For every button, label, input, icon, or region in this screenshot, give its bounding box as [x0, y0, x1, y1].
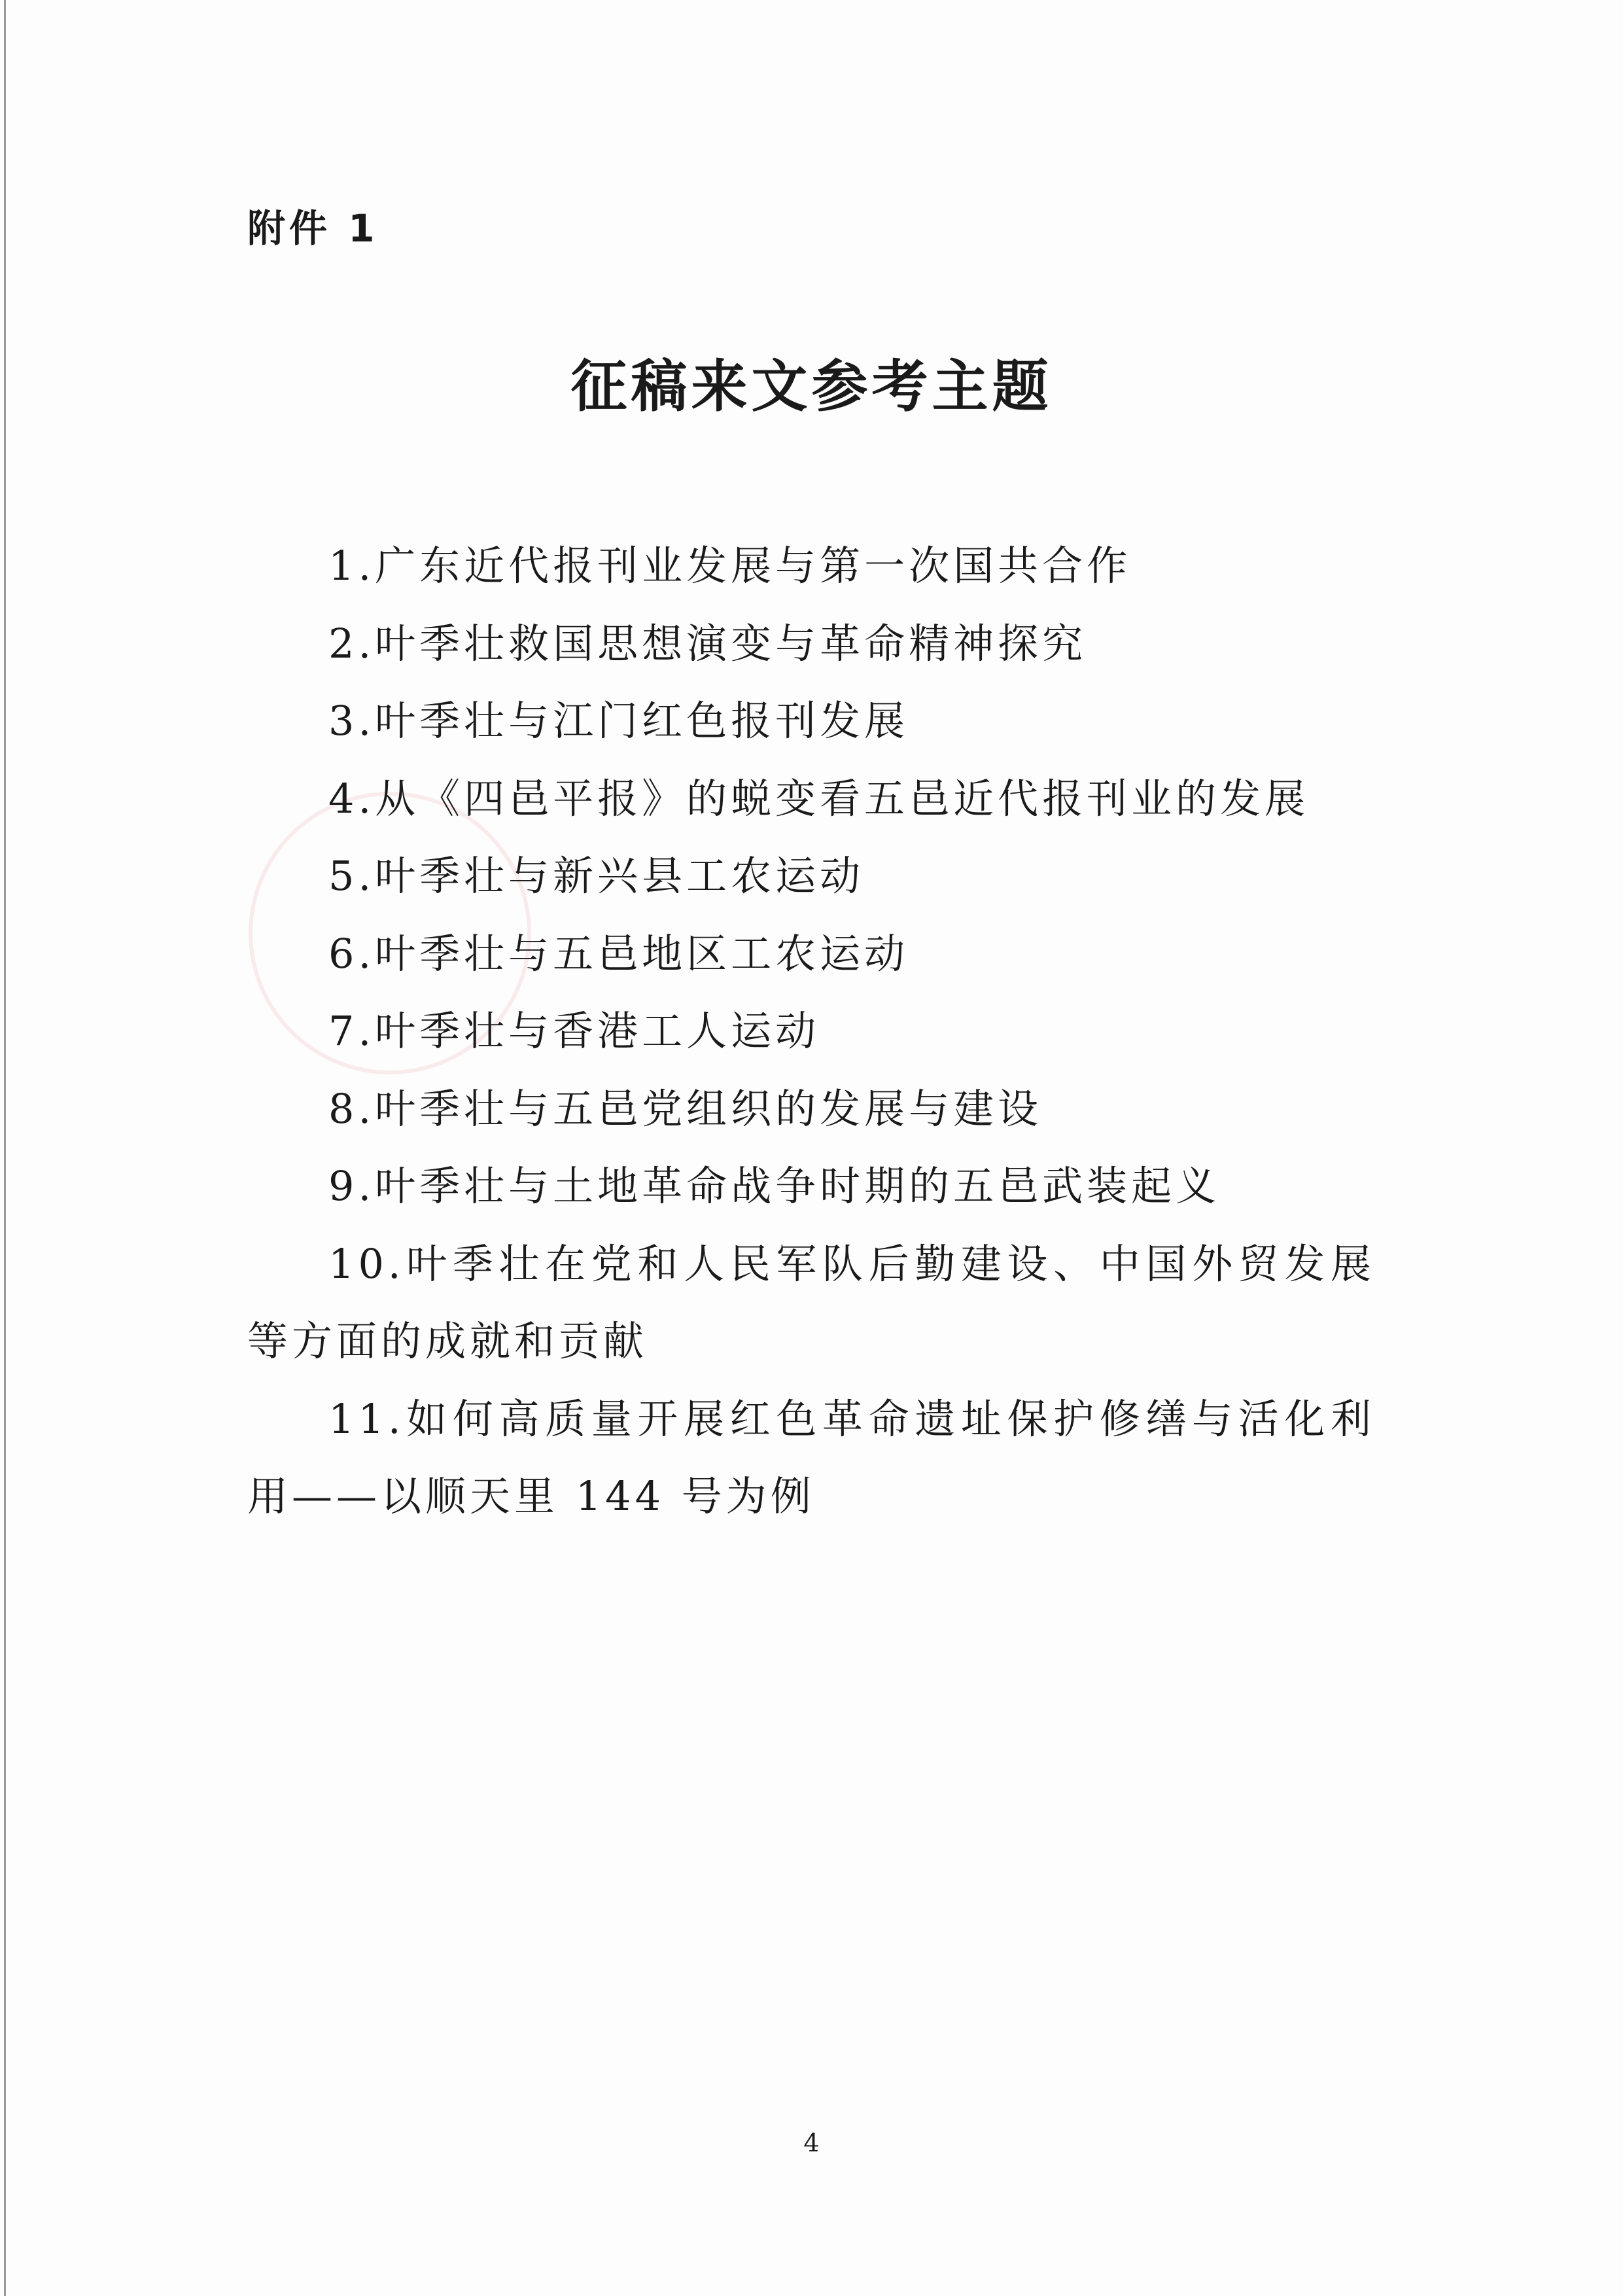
- topic-item-5: 5.叶季壮与新兴县工农运动: [328, 852, 865, 900]
- topic-item-1: 1.广东近代报刊业发展与第一次国共合作: [328, 542, 1132, 590]
- topic-item-8: 8.叶季壮与五邑党组织的发展与建设: [328, 1084, 1043, 1133]
- topic-item-9: 9.叶季壮与土地革命战争时期的五邑武装起义: [328, 1162, 1221, 1210]
- topic-item-6: 6.叶季壮与五邑地区工农运动: [328, 929, 909, 978]
- topic-item-10: 10.叶季壮在党和人民军队后勤建设、中国外贸发展等方面的成就和贡献: [247, 1239, 1375, 1365]
- topic-item-4: 4.从《四邑平报》的蜕变看五邑近代报刊业的发展: [328, 774, 1310, 822]
- topic-item-2: 2.叶季壮救国思想演变与革命精神探究: [328, 619, 1087, 667]
- topic-list: [247, 527, 1375, 1536]
- document-title: 征稿来文参考主题: [570, 354, 1053, 419]
- topic-item-3: 3.叶季壮与江门红色报刊发展: [328, 697, 909, 745]
- topic-item-7: 7.叶季壮与香港工人运动: [328, 1007, 820, 1055]
- attachment-label: 附件 1: [247, 206, 379, 251]
- scan-edge-line: [4, 0, 6, 2296]
- page-number: 4: [803, 2128, 820, 2157]
- topic-item-11: 11.如何高质量开展红色革命遗址保护修缮与活化利用——以顺天里 144 号为例: [247, 1394, 1375, 1520]
